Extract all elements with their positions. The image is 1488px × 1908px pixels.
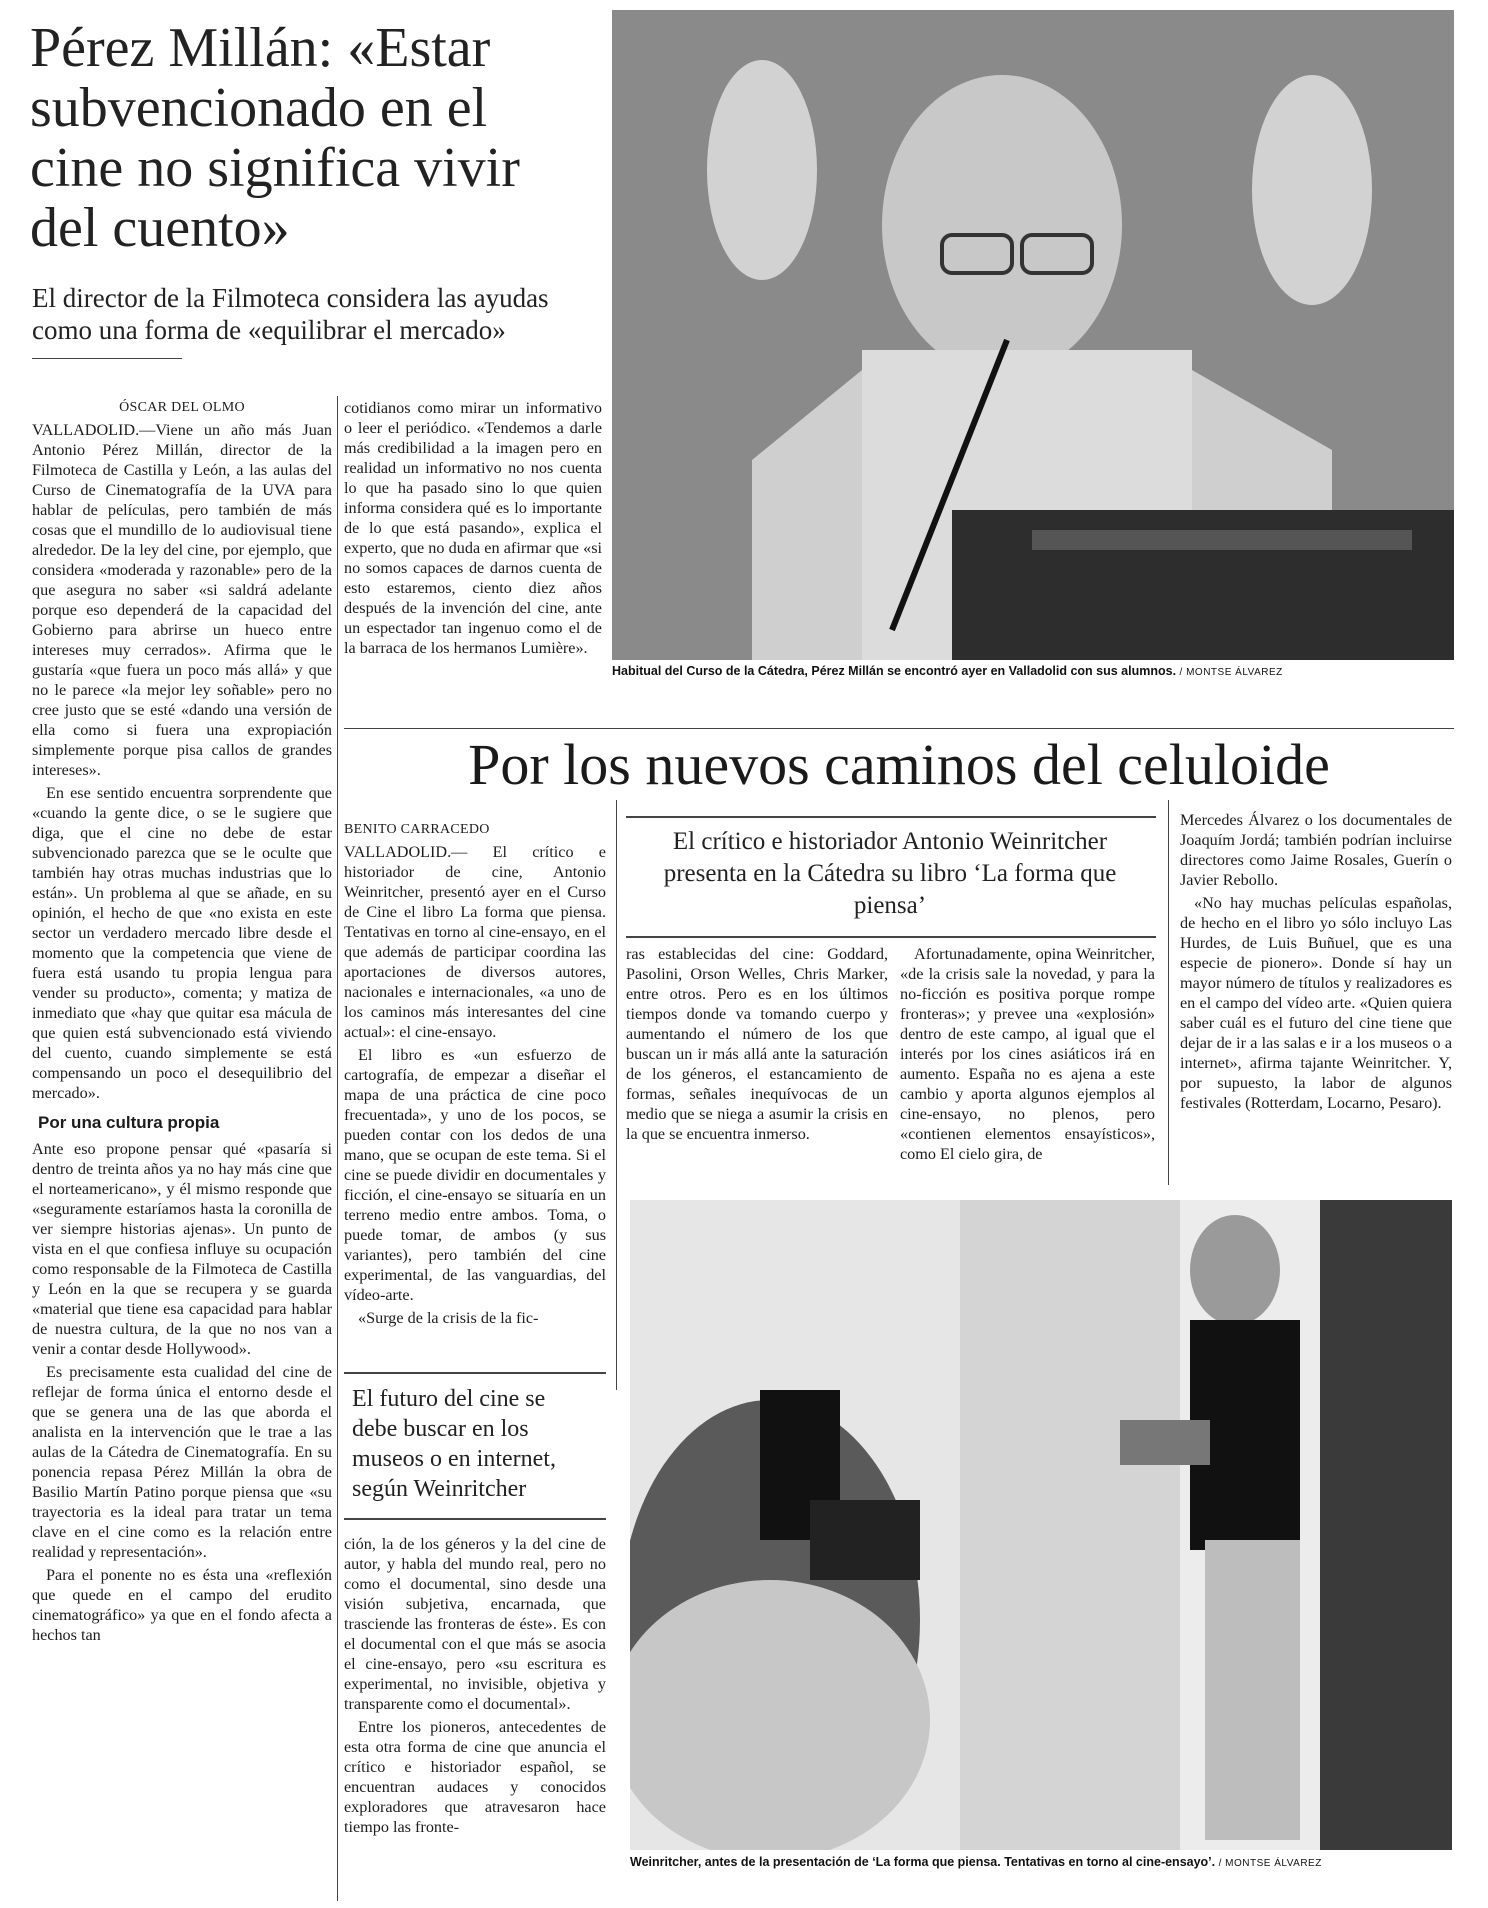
speaker-illustration	[612, 10, 1454, 660]
dek-underline	[32, 358, 182, 359]
paragraph: VALLADOLID.—Viene un año más Juan Antonio Pérez Millán, director de la Filmoteca de Castilla y León, a las aulas del Curso de Cinematografía de la UVA para hablar de películas, pero también de más cosas que el mundillo de lo audiovisual tiene alrededor. De la ley del cine, por ejemplo, que considera «moderada y razonable» pero de la que asegura no saber «si saldrá adelante porque eso dependerá de la capacidad del Gobierno para abrirse un hueco entre intereses muy cerrados». Afirma que le gustaría «que fuera un poco más allá» y que no le parece «la mejor ley soñable» pero no cree justo que se esté «dando una versión de ella como si fuera una expropiación simplemente porque pisa callos de grandes intereses».	[32, 421, 332, 779]
article2-column-4	[1180, 810, 1452, 1116]
paragraph: «Surge de la crisis de la fic-	[358, 1309, 539, 1327]
paragraph: Afortunadamente, opina Weinritcher, «de la crisis sale la novedad, y para la no-ficción es positiva porque rompe fronteras»; y prevee una «explosión» dentro de este campo, al igual que el interés por los cines asiáticos irá en aumento. España no es ajena a este cambio y aporta algunos ejemplos al cine-ensayo, no plenos, pero «contienen elementos ensayísticos», como El cielo gira, de	[900, 945, 1155, 1163]
paragraph: «No hay muchas películas españolas, de hecho en el libro yo sólo incluyo Las Hurdes, de Luis Buñuel, que es una especie de pionero». Donde sí hay un mayor número de títulos y realizadores es en el campo del vídeo arte. «Quien quiera saber cuál es el futuro del cine tiene que dejar de ir a las salas e ir a los museos o a internet», afirma tajante Weinritcher. Y, por supuesto, la labor de algunos festivales (Rotterdam, Locarno, Pesaro).	[1180, 894, 1452, 1112]
paragraph: Es precisamente esta cualidad del cine de reflejar de forma única el entorno desde el que se genera una de las que aborda el analista en la intervención que le trae a las aulas de la Cátedra de Cinematografía. En su ponencia repasa Pérez Millán la obra de Basilio Martín Patino porque piensa que «su trayectoria es la ideal para tratar un tema clave en el cine como es la relación entre realidad y representación».	[32, 1363, 332, 1561]
photo-caption-weinritcher	[630, 1855, 1452, 1869]
byline-benito-carracedo: BENITO CARRACEDO	[344, 822, 490, 837]
headline-celuloide: Por los nuevos caminos del celuloide	[468, 732, 1330, 797]
subhead-cultura-propia: Por una cultura propia	[38, 1113, 220, 1132]
caption-text: Habitual del Curso de la Cátedra, Pérez Millán se encontró ayer en Valladolid con sus alumnos.	[612, 664, 1177, 678]
caption-text: Weinritcher, antes de la presentación de ‘La forma que piensa. Tentativas en torno al cine-ensayo’.	[630, 1855, 1216, 1869]
photographer-illustration	[630, 1200, 1452, 1850]
dek-box-bottom-rule	[626, 936, 1156, 938]
paragraph: El libro es «un esfuerzo de cartografía, de empezar a diseñar el mapa de una práctica de cine poco frecuentada», y uno de los pocos, se pueden contar con los dedos de una mano, que se ocupan de este tema. Si el cine se puede dividir en documentales y ficción, el cine-ensayo se situaría en un terreno medio entre ambos. Toma, o puede tomar, de ambos (y sus variantes), pero también del cine experimental, de las vanguardias, del vídeo-arte.	[344, 1046, 606, 1304]
pullquote-top-rule	[344, 1372, 606, 1374]
article2-top-rule	[344, 728, 1454, 729]
pullquote-bottom-rule	[344, 1518, 606, 1520]
paragraph: Entre los pioneros, antecedentes de esta otra forma de cine que anuncia el crítico e historiador español, se encuentran audaces y conocidos exploradores que atravesaron hace tiempo las fronte-	[344, 1718, 606, 1836]
paragraph: Ante eso propone pensar qué «pasaría si dentro de treinta años ya no hay más cine que el norteamericano», y él mismo responde que «seguramente estaríamos hasta la coronilla de ver siempre historias ajenas». Un punto de vista en el que confiesa influye su ocupación como responsable de la Filmoteca de Castilla y León en la que se recupera y se guarda «material que tiene esa capacidad para hablar de nuestra cultura, de la que no nos van a venir a contar desde Hollywood».	[32, 1140, 332, 1358]
article1-column-2	[344, 398, 602, 661]
column-divider	[1168, 800, 1169, 1185]
dek-weinritcher: El crítico e historiador Antonio Weinritcher presenta en la Cátedra su libro ‘La forma que piensa’	[663, 828, 1117, 919]
article2-column-2	[626, 944, 888, 1147]
column-divider	[616, 800, 617, 1390]
photo-credit: / MONTSE ÁLVAREZ	[1218, 1858, 1322, 1869]
dek-perez-millan: El director de la Filmoteca considera las ayudas como una forma de «equilibrar el mercado»	[32, 283, 549, 345]
photo-perez-millan	[612, 10, 1454, 660]
paragraph: ras establecidas del cine: Goddard, Pasolini, Orson Welles, Chris Marker, entre otros. Pero es en los últimos tiempos donde va tomando cuerpo y aumentando el número de los que buscan un ir más allá ante la saturación de los géneros, el estancamiento de formas, señales inequívocas de un medio que se niega a asumir la crisis en la que se encuentra inmerso.	[626, 945, 888, 1143]
byline-oscar-del-olmo: ÓSCAR DEL OLMO	[119, 400, 245, 415]
article2-column-3	[900, 944, 1155, 1167]
paragraph: cotidianos como mirar un informativo o leer el periódico. «Tendemos a darle más credibilidad a la imagen pero en realidad un informativo no nos cuenta lo que ha pasado sino lo que quien informa considera qué es lo importante de lo que está pasando», explica el experto, que no duda en afirmar que «si no somos capaces de darnos cuenta de esto estaremos, ciento diez años después de la invención del cine, ante un espectador tan ingenuo como el de la barraca de los hermanos Lumière».	[344, 399, 602, 657]
dek-box-top-rule	[626, 816, 1156, 818]
paragraph: Para el ponente no es ésta una «reflexión que quede en el campo del erudito cinematográfico» ya que en el fondo afecta a hechos tan	[32, 1566, 332, 1644]
paragraph: En ese sentido encuentra sorprendente que «cuando la gente dice, o se le sugiere que diga, que el cine no debe de estar subvencionado parezca que se le oculte que también hay otras muchas industrias que lo están». Un problema al que se añade, en su opinión, el hecho de que «no exista en este sector un verdadero mercado libre desde el momento que la competencia que viene de fuera está usando tu propia lengua para vender su producto», comenta; y matiza de inmediato que «hay que quitar esa mácula de que quien está subvencionado está viviendo del cuento, cuando simplemente se está compensando un poco el desequilibrio del mercado».	[32, 784, 332, 1102]
pullquote-weinritcher: El futuro del cine se debe buscar en los museos o en internet, según Weinritcher	[352, 1386, 556, 1502]
photo-caption-perez-millan	[612, 664, 1454, 678]
headline-perez-millan: Pérez Millán: «Estar subvencionado en el cine no significa vivir del cuento»	[30, 17, 520, 259]
column-divider	[337, 396, 338, 1901]
article1-column-1	[32, 398, 332, 1648]
photo-credit: / MONTSE ÁLVAREZ	[1179, 667, 1283, 678]
paragraph: ción, la de los géneros y la del cine de autor, y habla del mundo real, pero no como el documental, sino desde una visión subjetiva, encarnada, que trasciende las fronteras de éste». Es con el documental con el que más se asocia el cine-ensayo, pero «su escritura es experimental, no invisible, objetiva y transparente como el documental».	[344, 1535, 606, 1713]
article2-column-1	[344, 820, 606, 1331]
article2-column-2-bottom	[344, 1534, 606, 1840]
paragraph: Mercedes Álvarez o los documentales de Joaquím Jordá; también podrían incluirse directores como Jaime Rosales, Guerín o Javier Rebollo.	[1180, 811, 1452, 889]
paragraph: VALLADOLID.— El crítico e historiador de cine, Antonio Weinritcher, presentó ayer en el Curso de Cine el libro La forma que piensa. Tentativas en torno al cine-ensayo, en el que además de participar coordina las aportaciones de diversos autores, nacionales e internacionales, «a uno de los caminos más interesantes del cine actual»: el cine-ensayo.	[344, 843, 606, 1041]
photo-weinritcher	[630, 1200, 1452, 1850]
